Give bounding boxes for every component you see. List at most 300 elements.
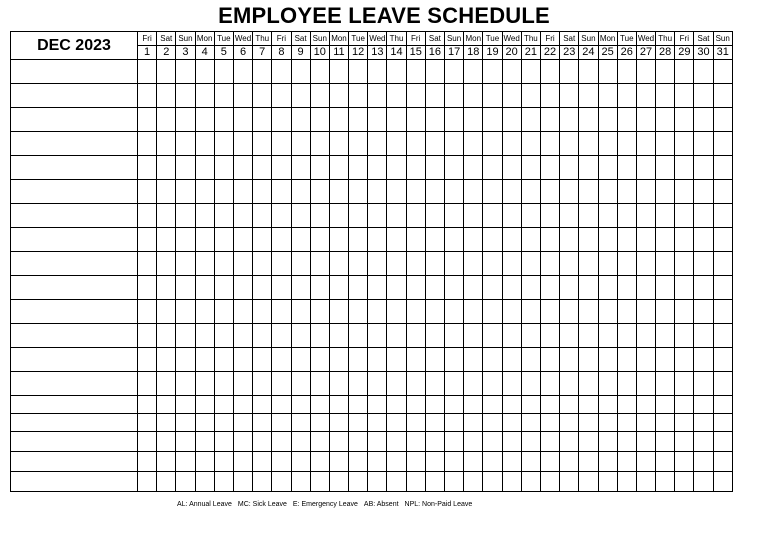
leave-cell[interactable] [406,60,425,84]
leave-cell[interactable] [195,452,214,472]
leave-cell[interactable] [483,348,502,372]
leave-cell[interactable] [521,414,540,432]
leave-cell[interactable] [310,132,329,156]
leave-cell[interactable] [560,60,579,84]
leave-cell[interactable] [502,348,521,372]
leave-cell[interactable] [176,300,195,324]
leave-cell[interactable] [138,276,157,300]
leave-cell[interactable] [656,324,675,348]
leave-cell[interactable] [579,276,598,300]
leave-cell[interactable] [349,324,368,348]
leave-cell[interactable] [464,396,483,414]
leave-cell[interactable] [406,132,425,156]
leave-cell[interactable] [502,452,521,472]
employee-name-cell[interactable] [11,156,138,180]
leave-cell[interactable] [425,372,444,396]
leave-cell[interactable] [387,348,406,372]
leave-cell[interactable] [253,180,272,204]
leave-cell[interactable] [349,432,368,452]
leave-cell[interactable] [233,432,252,452]
leave-cell[interactable] [272,472,291,492]
leave-cell[interactable] [157,156,176,180]
leave-cell[interactable] [310,372,329,396]
leave-cell[interactable] [540,348,559,372]
leave-cell[interactable] [694,204,713,228]
leave-cell[interactable] [253,156,272,180]
leave-cell[interactable] [233,348,252,372]
leave-cell[interactable] [502,472,521,492]
leave-cell[interactable] [406,300,425,324]
leave-cell[interactable] [272,414,291,432]
leave-cell[interactable] [694,324,713,348]
leave-cell[interactable] [291,348,310,372]
leave-cell[interactable] [521,60,540,84]
leave-cell[interactable] [617,204,636,228]
leave-cell[interactable] [176,180,195,204]
leave-cell[interactable] [675,228,694,252]
leave-cell[interactable] [560,156,579,180]
leave-cell[interactable] [617,132,636,156]
employee-name-cell[interactable] [11,228,138,252]
leave-cell[interactable] [310,180,329,204]
leave-cell[interactable] [483,132,502,156]
leave-cell[interactable] [617,156,636,180]
leave-cell[interactable] [291,414,310,432]
leave-cell[interactable] [675,414,694,432]
leave-cell[interactable] [598,276,617,300]
employee-name-cell[interactable] [11,472,138,492]
leave-cell[interactable] [387,324,406,348]
leave-cell[interactable] [253,252,272,276]
leave-cell[interactable] [291,300,310,324]
leave-cell[interactable] [425,84,444,108]
leave-cell[interactable] [579,348,598,372]
leave-cell[interactable] [713,452,732,472]
leave-cell[interactable] [540,276,559,300]
leave-cell[interactable] [521,204,540,228]
leave-cell[interactable] [579,132,598,156]
leave-cell[interactable] [349,252,368,276]
leave-cell[interactable] [195,432,214,452]
leave-cell[interactable] [464,84,483,108]
leave-cell[interactable] [521,452,540,472]
leave-cell[interactable] [310,108,329,132]
leave-cell[interactable] [310,348,329,372]
leave-cell[interactable] [157,372,176,396]
leave-cell[interactable] [253,432,272,452]
leave-cell[interactable] [713,108,732,132]
leave-cell[interactable] [329,252,348,276]
leave-cell[interactable] [253,60,272,84]
leave-cell[interactable] [406,348,425,372]
leave-cell[interactable] [157,324,176,348]
leave-cell[interactable] [272,396,291,414]
employee-name-cell[interactable] [11,180,138,204]
leave-cell[interactable] [214,252,233,276]
leave-cell[interactable] [368,276,387,300]
leave-cell[interactable] [598,252,617,276]
leave-cell[interactable] [157,452,176,472]
leave-cell[interactable] [387,108,406,132]
leave-cell[interactable] [233,180,252,204]
leave-cell[interactable] [598,348,617,372]
leave-cell[interactable] [483,84,502,108]
leave-cell[interactable] [157,180,176,204]
leave-cell[interactable] [253,472,272,492]
leave-cell[interactable] [636,252,655,276]
leave-cell[interactable] [157,472,176,492]
leave-cell[interactable] [656,252,675,276]
leave-cell[interactable] [713,228,732,252]
employee-name-cell[interactable] [11,432,138,452]
employee-name-cell[interactable] [11,414,138,432]
leave-cell[interactable] [368,372,387,396]
leave-cell[interactable] [406,372,425,396]
leave-cell[interactable] [233,228,252,252]
leave-cell[interactable] [445,60,464,84]
employee-name-cell[interactable] [11,84,138,108]
leave-cell[interactable] [598,204,617,228]
leave-cell[interactable] [195,60,214,84]
leave-cell[interactable] [138,108,157,132]
leave-cell[interactable] [195,180,214,204]
leave-cell[interactable] [310,252,329,276]
leave-cell[interactable] [233,372,252,396]
leave-cell[interactable] [521,348,540,372]
employee-name-cell[interactable] [11,252,138,276]
leave-cell[interactable] [464,252,483,276]
leave-cell[interactable] [233,472,252,492]
leave-cell[interactable] [272,452,291,472]
employee-name-cell[interactable] [11,396,138,414]
leave-cell[interactable] [368,108,387,132]
leave-cell[interactable] [636,108,655,132]
leave-cell[interactable] [502,414,521,432]
leave-cell[interactable] [233,324,252,348]
employee-name-cell[interactable] [11,132,138,156]
leave-cell[interactable] [579,372,598,396]
leave-cell[interactable] [521,300,540,324]
leave-cell[interactable] [406,204,425,228]
leave-cell[interactable] [272,228,291,252]
leave-cell[interactable] [694,452,713,472]
leave-cell[interactable] [138,348,157,372]
leave-cell[interactable] [636,414,655,432]
leave-cell[interactable] [406,108,425,132]
leave-cell[interactable] [636,472,655,492]
leave-cell[interactable] [445,108,464,132]
leave-cell[interactable] [406,396,425,414]
leave-cell[interactable] [445,84,464,108]
leave-cell[interactable] [368,452,387,472]
leave-cell[interactable] [310,396,329,414]
leave-cell[interactable] [253,396,272,414]
leave-cell[interactable] [272,252,291,276]
leave-cell[interactable] [310,414,329,432]
leave-cell[interactable] [291,156,310,180]
leave-cell[interactable] [694,180,713,204]
leave-cell[interactable] [445,414,464,432]
leave-cell[interactable] [540,432,559,452]
leave-cell[interactable] [214,84,233,108]
leave-cell[interactable] [598,396,617,414]
leave-cell[interactable] [521,396,540,414]
leave-cell[interactable] [329,132,348,156]
leave-cell[interactable] [560,252,579,276]
leave-cell[interactable] [483,228,502,252]
leave-cell[interactable] [579,108,598,132]
leave-cell[interactable] [253,300,272,324]
leave-cell[interactable] [214,276,233,300]
leave-cell[interactable] [368,414,387,432]
leave-cell[interactable] [713,276,732,300]
leave-cell[interactable] [483,252,502,276]
leave-cell[interactable] [694,300,713,324]
leave-cell[interactable] [579,204,598,228]
leave-cell[interactable] [176,372,195,396]
leave-cell[interactable] [176,414,195,432]
leave-cell[interactable] [253,414,272,432]
leave-cell[interactable] [560,372,579,396]
leave-cell[interactable] [694,252,713,276]
leave-cell[interactable] [425,432,444,452]
leave-cell[interactable] [617,324,636,348]
leave-cell[interactable] [636,348,655,372]
leave-cell[interactable] [579,324,598,348]
leave-cell[interactable] [521,228,540,252]
leave-cell[interactable] [157,276,176,300]
leave-cell[interactable] [694,156,713,180]
leave-cell[interactable] [636,452,655,472]
leave-cell[interactable] [214,452,233,472]
leave-cell[interactable] [656,180,675,204]
leave-cell[interactable] [329,84,348,108]
leave-cell[interactable] [368,472,387,492]
leave-cell[interactable] [502,276,521,300]
leave-cell[interactable] [176,60,195,84]
leave-cell[interactable] [329,452,348,472]
leave-cell[interactable] [233,414,252,432]
leave-cell[interactable] [291,228,310,252]
leave-cell[interactable] [425,108,444,132]
leave-cell[interactable] [425,300,444,324]
leave-cell[interactable] [291,276,310,300]
leave-cell[interactable] [214,108,233,132]
leave-cell[interactable] [387,300,406,324]
leave-cell[interactable] [253,348,272,372]
leave-cell[interactable] [598,414,617,432]
leave-cell[interactable] [694,372,713,396]
leave-cell[interactable] [675,252,694,276]
leave-cell[interactable] [176,396,195,414]
leave-cell[interactable] [617,432,636,452]
leave-cell[interactable] [349,204,368,228]
leave-cell[interactable] [233,452,252,472]
leave-cell[interactable] [425,60,444,84]
leave-cell[interactable] [233,252,252,276]
leave-cell[interactable] [253,372,272,396]
leave-cell[interactable] [502,60,521,84]
leave-cell[interactable] [138,252,157,276]
leave-cell[interactable] [502,228,521,252]
leave-cell[interactable] [214,348,233,372]
leave-cell[interactable] [387,396,406,414]
leave-cell[interactable] [387,414,406,432]
leave-cell[interactable] [272,132,291,156]
leave-cell[interactable] [483,204,502,228]
leave-cell[interactable] [560,396,579,414]
leave-cell[interactable] [540,156,559,180]
leave-cell[interactable] [483,452,502,472]
leave-cell[interactable] [445,300,464,324]
leave-cell[interactable] [617,108,636,132]
leave-cell[interactable] [195,472,214,492]
leave-cell[interactable] [540,132,559,156]
leave-cell[interactable] [176,204,195,228]
leave-cell[interactable] [368,432,387,452]
leave-cell[interactable] [713,204,732,228]
leave-cell[interactable] [214,60,233,84]
leave-cell[interactable] [310,228,329,252]
leave-cell[interactable] [598,180,617,204]
leave-cell[interactable] [521,432,540,452]
leave-cell[interactable] [176,228,195,252]
leave-cell[interactable] [598,60,617,84]
leave-cell[interactable] [387,432,406,452]
leave-cell[interactable] [560,204,579,228]
leave-cell[interactable] [368,348,387,372]
leave-cell[interactable] [349,472,368,492]
leave-cell[interactable] [349,372,368,396]
leave-cell[interactable] [138,472,157,492]
leave-cell[interactable] [560,414,579,432]
leave-cell[interactable] [598,300,617,324]
leave-cell[interactable] [310,452,329,472]
leave-cell[interactable] [560,132,579,156]
leave-cell[interactable] [387,180,406,204]
leave-cell[interactable] [579,396,598,414]
leave-cell[interactable] [406,276,425,300]
leave-cell[interactable] [310,156,329,180]
leave-cell[interactable] [521,252,540,276]
employee-name-cell[interactable] [11,276,138,300]
leave-cell[interactable] [291,396,310,414]
leave-cell[interactable] [694,228,713,252]
leave-cell[interactable] [713,396,732,414]
leave-cell[interactable] [617,276,636,300]
leave-cell[interactable] [483,324,502,348]
leave-cell[interactable] [214,204,233,228]
leave-cell[interactable] [521,472,540,492]
leave-cell[interactable] [387,60,406,84]
leave-cell[interactable] [176,156,195,180]
leave-cell[interactable] [617,84,636,108]
leave-cell[interactable] [253,228,272,252]
leave-cell[interactable] [425,156,444,180]
leave-cell[interactable] [540,472,559,492]
leave-cell[interactable] [464,300,483,324]
leave-cell[interactable] [233,108,252,132]
leave-cell[interactable] [464,60,483,84]
leave-cell[interactable] [675,300,694,324]
leave-cell[interactable] [713,372,732,396]
leave-cell[interactable] [157,132,176,156]
leave-cell[interactable] [157,300,176,324]
leave-cell[interactable] [636,180,655,204]
leave-cell[interactable] [560,228,579,252]
leave-cell[interactable] [617,228,636,252]
leave-cell[interactable] [502,432,521,452]
leave-cell[interactable] [617,348,636,372]
leave-cell[interactable] [598,228,617,252]
leave-cell[interactable] [713,252,732,276]
leave-cell[interactable] [233,396,252,414]
leave-cell[interactable] [176,432,195,452]
leave-cell[interactable] [502,84,521,108]
leave-cell[interactable] [540,452,559,472]
leave-cell[interactable] [713,472,732,492]
leave-cell[interactable] [656,372,675,396]
leave-cell[interactable] [368,204,387,228]
leave-cell[interactable] [214,372,233,396]
leave-cell[interactable] [272,60,291,84]
leave-cell[interactable] [387,252,406,276]
leave-cell[interactable] [636,276,655,300]
leave-cell[interactable] [656,432,675,452]
leave-cell[interactable] [157,60,176,84]
leave-cell[interactable] [636,156,655,180]
leave-cell[interactable] [502,372,521,396]
leave-cell[interactable] [675,84,694,108]
leave-cell[interactable] [272,204,291,228]
leave-cell[interactable] [253,452,272,472]
leave-cell[interactable] [349,414,368,432]
leave-cell[interactable] [157,84,176,108]
leave-cell[interactable] [368,252,387,276]
leave-cell[interactable] [214,228,233,252]
leave-cell[interactable] [368,132,387,156]
leave-cell[interactable] [138,300,157,324]
leave-cell[interactable] [617,60,636,84]
leave-cell[interactable] [329,204,348,228]
leave-cell[interactable] [195,300,214,324]
leave-cell[interactable] [521,324,540,348]
leave-cell[interactable] [214,132,233,156]
leave-cell[interactable] [195,228,214,252]
leave-cell[interactable] [560,432,579,452]
leave-cell[interactable] [214,300,233,324]
leave-cell[interactable] [233,276,252,300]
leave-cell[interactable] [329,300,348,324]
leave-cell[interactable] [406,252,425,276]
leave-cell[interactable] [253,204,272,228]
leave-cell[interactable] [540,324,559,348]
employee-name-cell[interactable] [11,108,138,132]
leave-cell[interactable] [425,276,444,300]
leave-cell[interactable] [675,348,694,372]
leave-cell[interactable] [291,108,310,132]
leave-cell[interactable] [694,348,713,372]
leave-cell[interactable] [656,348,675,372]
leave-cell[interactable] [445,156,464,180]
leave-cell[interactable] [138,132,157,156]
leave-cell[interactable] [425,252,444,276]
leave-cell[interactable] [540,84,559,108]
leave-cell[interactable] [138,324,157,348]
leave-cell[interactable] [329,324,348,348]
leave-cell[interactable] [214,396,233,414]
leave-cell[interactable] [445,228,464,252]
